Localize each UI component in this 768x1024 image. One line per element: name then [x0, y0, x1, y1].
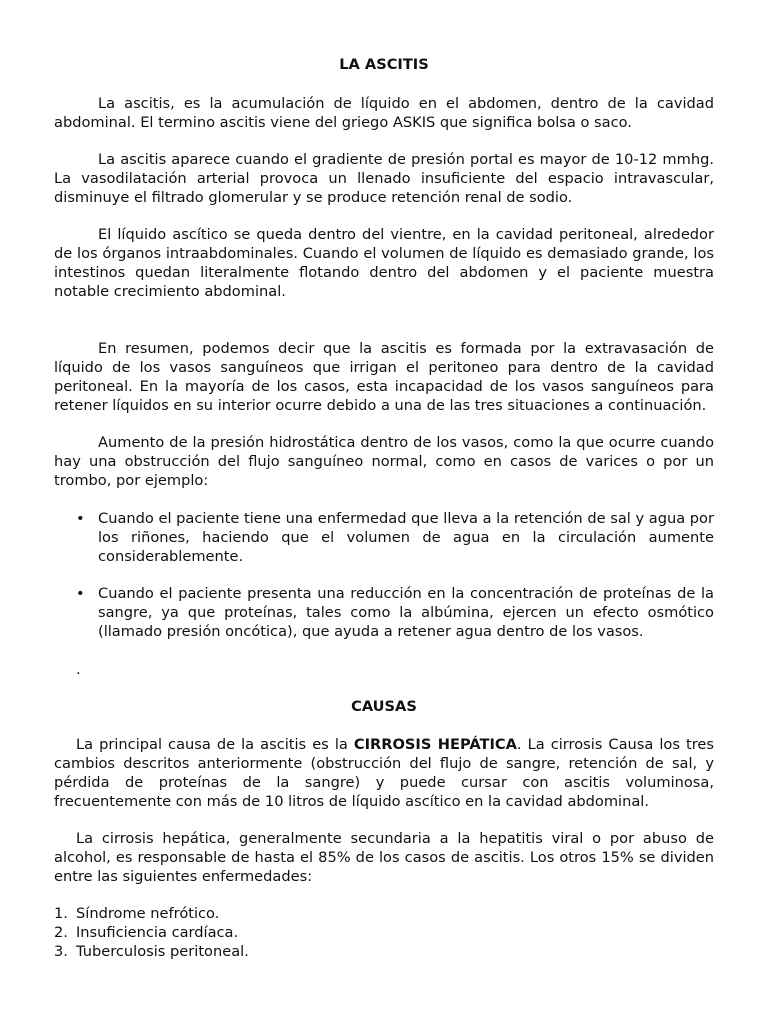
bullet-marker: • — [76, 585, 85, 602]
document-title: LA ASCITIS — [339, 56, 429, 73]
list-item-nephrotic — [54, 904, 354, 923]
list-number: 2. — [54, 924, 68, 941]
paragraph-peritoneal-fluid: El líquido ascítico se queda dentro del vientre, en la cavidad peritoneal, alrededor de los órganos intraabdominales. Cuando el volumen de líquido es demasiado grande, los intestinos quedan literalmente flotando dentro del abdomen y el paciente muestra notable crecimiento abdominal. — [54, 226, 714, 300]
list-number: 1. — [54, 905, 68, 922]
section-heading-causas: CAUSAS — [351, 698, 417, 715]
paragraph-statistics: La cirrosis hepática, generalmente secundaria a la hepatitis viral o por abuso de alcohol, es responsable de hasta el 85% de los casos de ascitis. Los otros 15% se dividen entre las siguientes enfermedades: — [54, 830, 714, 885]
paragraph-cirrhosis — [54, 735, 714, 811]
list-item-tuberculosis — [54, 942, 354, 961]
bullet-text: Cuando el paciente tiene una enfermedad que lleva a la retención de sal y agua por los riñones, haciendo que el volumen de agua en la circulación aumente considerablemente. — [98, 510, 714, 565]
bullet-text: Cuando el paciente presenta una reducción en la concentración de proteínas de la sangre, ya que proteínas, tales como la albúmina, ejercen un efecto osmótico (llamado presión oncótica), que ayuda a retener agua dentro de los vasos. — [98, 585, 714, 640]
list-number: 3. — [54, 943, 68, 960]
bullet-item-salt-retention — [76, 509, 714, 566]
stray-period: . — [76, 661, 81, 678]
list-item-cardiac — [54, 923, 354, 942]
list-text: Síndrome nefrótico. — [76, 905, 220, 922]
paragraph-definition: La ascitis, es la acumulación de líquido en el abdomen, dentro de la cavidad abdominal. El termino ascitis viene del griego ASKIS que significa bolsa o saco. — [54, 95, 714, 131]
paragraph-pathophysiology: La ascitis aparece cuando el gradiente de presión portal es mayor de 10-12 mmhg. La vasodilatación arterial provoca un llenado insuficiente del espacio intravascular, disminuye el filtrado glomerular y se produce retención renal de sodio. — [54, 151, 714, 206]
paragraph-cirrhosis-rest: . La cirrosis Causa los tres cambios descritos anteriormente (obstrucción del flujo de sangre, retención de sal, y pérdida de proteínas de la sangre) y puede cursar con ascitis voluminosa, frecuentemente con más de 10 litros de líquido ascítico en la cavidad abdominal. — [54, 736, 714, 810]
cirrhosis-emphasis: CIRROSIS HEPÁTICA — [353, 736, 517, 753]
paragraph-cirrhosis-lead: La principal causa de la ascitis es la — [76, 736, 354, 753]
paragraph-summary: En resumen, podemos decir que la ascitis es formada por la extravasación de líquido de los vasos sanguíneos que irrigan el peritoneo para dentro de la cavidad peritoneal. En la mayoría de los casos, esta incapacidad de los vasos sanguíneos para retener líquidos en su interior ocurre debido a una de las tres situaciones a continuación. — [54, 340, 714, 414]
list-text: Tuberculosis peritoneal. — [76, 943, 249, 960]
bullet-item-protein-reduction — [76, 584, 714, 641]
list-text: Insuficiencia cardíaca. — [76, 924, 239, 941]
bullet-marker: • — [76, 510, 85, 527]
paragraph-hydrostatic-pressure: Aumento de la presión hidrostática dentro de los vasos, como la que ocurre cuando hay una obstrucción del flujo sanguíneo normal, como en casos de varices o por un trombo, por ejemplo: — [54, 434, 714, 489]
